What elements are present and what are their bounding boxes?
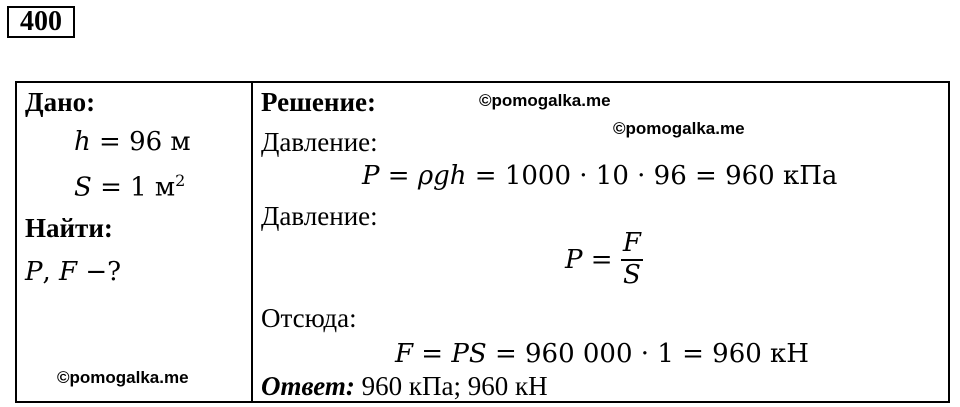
area-variable: S bbox=[74, 172, 92, 203]
eq1-result: = 1000 · 10 · 96 = 960 кПа bbox=[466, 161, 838, 191]
solution-header: Решение: bbox=[261, 87, 376, 117]
fraction-denominator: S bbox=[622, 259, 641, 290]
given-height bbox=[74, 127, 191, 157]
eq1-formula: ρgh bbox=[417, 161, 467, 191]
solution-table bbox=[15, 81, 950, 403]
pressure-label-1: Давление: bbox=[261, 127, 378, 157]
eq2-equals: = bbox=[582, 244, 621, 275]
answer-line bbox=[261, 371, 548, 402]
eq1-equals: = bbox=[379, 161, 418, 191]
hence-label: Отсюда: bbox=[261, 303, 357, 333]
area-exponent: 2 bbox=[175, 171, 186, 190]
watermark-bottom-left: ©pomogalka.me bbox=[57, 368, 189, 387]
given-area bbox=[74, 171, 185, 203]
eq3-formula: PS bbox=[451, 339, 487, 369]
eq3-result: = 960 000 · 1 = 960 кН bbox=[486, 339, 809, 369]
fraction bbox=[621, 229, 643, 291]
answer-label: Ответ: bbox=[261, 371, 355, 401]
height-variable: h bbox=[74, 127, 91, 157]
pressure-equation bbox=[362, 161, 837, 191]
find-variable-p: P bbox=[25, 257, 43, 287]
column-divider bbox=[251, 83, 253, 401]
height-value: = 96 м bbox=[90, 127, 191, 157]
eq3-lhs: F bbox=[395, 339, 414, 369]
eq2-lhs: P bbox=[565, 244, 583, 275]
find-unknowns bbox=[25, 257, 121, 287]
pressure-label-2: Давление: bbox=[261, 201, 378, 231]
eq3-equals: = bbox=[413, 339, 452, 369]
watermark-top: ©pomogalka.me bbox=[479, 91, 611, 110]
find-variable-f: F bbox=[59, 257, 78, 287]
area-value: = 1 м bbox=[91, 172, 176, 203]
force-equation bbox=[395, 339, 809, 369]
find-question: −? bbox=[77, 257, 122, 287]
pressure-fraction-equation bbox=[565, 229, 643, 291]
answer-text: 960 кПа; 960 кН bbox=[354, 371, 548, 401]
problem-number: 400 bbox=[7, 6, 75, 38]
fraction-numerator: F bbox=[621, 229, 643, 261]
find-comma: , bbox=[42, 257, 60, 287]
watermark-middle: ©pomogalka.me bbox=[613, 119, 745, 138]
given-header: Дано: bbox=[25, 87, 96, 117]
eq1-lhs: P bbox=[362, 161, 380, 191]
find-header: Найти: bbox=[25, 213, 113, 243]
